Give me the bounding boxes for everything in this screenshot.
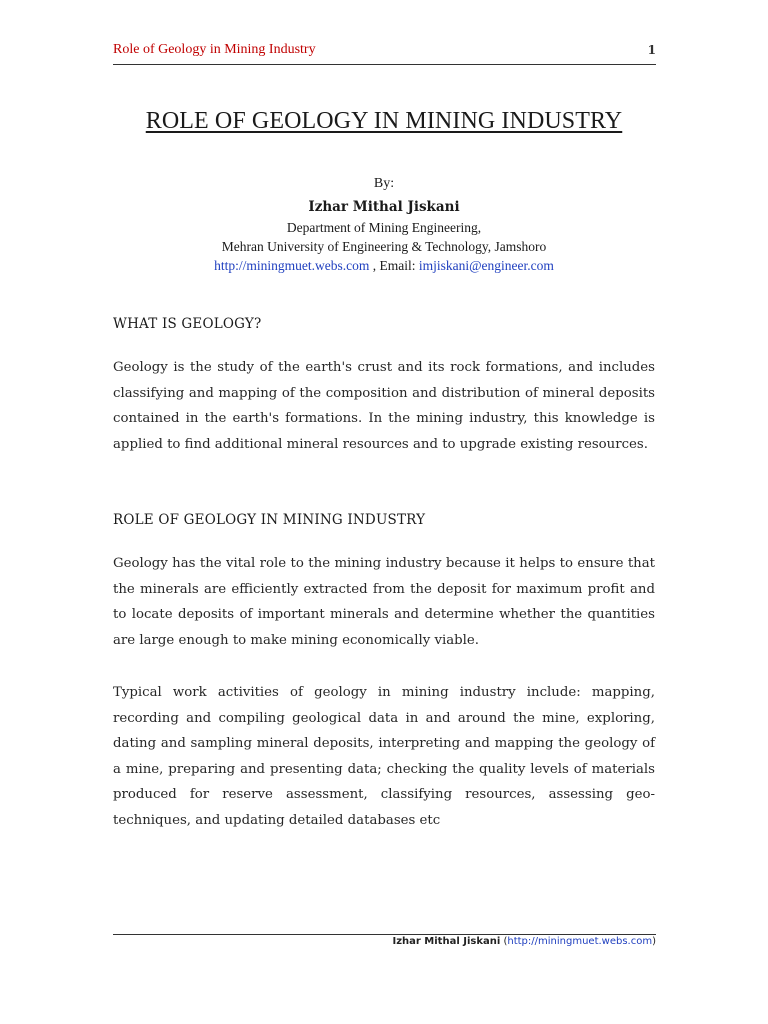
paragraph-role-2: Typical work activities of geology in mining industry include: mapping, recording and compiling geological data in and around the mine, exploring, dating and sampling mineral deposits, interpreting and mapping the geology of a mine, preparing and presenting data; checking the quality levels of materials produced for reserve assessment, classifying resources, assessing geo-techniques, and updating detailed databases etc [113, 685, 655, 828]
footer-author: Izhar Mithal Jiskani [392, 936, 501, 947]
paragraph-role-1: Geology has the vital role to the mining industry because it helps to ensure that the minerals are efficiently extracted from the deposit for maximum profit and to locate deposits of important minerals and determine whether the quantities are large enough to make mining economically viable. [113, 556, 655, 648]
author-university: Mehran University of Engineering & Technology, Jamshoro [221, 239, 547, 254]
email-link[interactable]: imjiskani@engineer.com [418, 258, 554, 273]
header-title: Role of Geology in Mining Industry [113, 42, 316, 57]
author-contact [0, 258, 768, 274]
author-department: Department of Mining Engineering, [286, 220, 482, 235]
paragraph-what-is-geology: Geology is the study of the earth's crust and its rock formations, and includes classifying and mapping of the composition and distribution of mineral deposits contained in the earth's formations. In the mining industry, this knowledge is applied to find additional mineral resources and to upgrade existing resources. [113, 360, 655, 452]
footer-link[interactable]: http://miningmuet.webs.com [507, 936, 653, 947]
page-footer [113, 934, 656, 947]
footer-close-paren: ) [652, 936, 656, 947]
document-title: ROLE OF GEOLOGY IN MINING INDUSTRY [145, 108, 623, 134]
author-name: Izhar Mithal Jiskani [308, 199, 460, 215]
document-title-block [0, 108, 768, 135]
email-separator: , Email: [369, 258, 419, 273]
footer-open-paren: ( [500, 936, 508, 947]
page-header [113, 42, 656, 65]
website-link[interactable]: http://miningmuet.webs.com [214, 258, 370, 273]
section-heading-what-is-geology: WHAT IS GEOLOGY? [113, 316, 262, 332]
byline-by: By: [373, 176, 395, 191]
page-number: 1 [647, 43, 656, 57]
section-heading-role-of-geology: ROLE OF GEOLOGY IN MINING INDUSTRY [113, 512, 426, 528]
